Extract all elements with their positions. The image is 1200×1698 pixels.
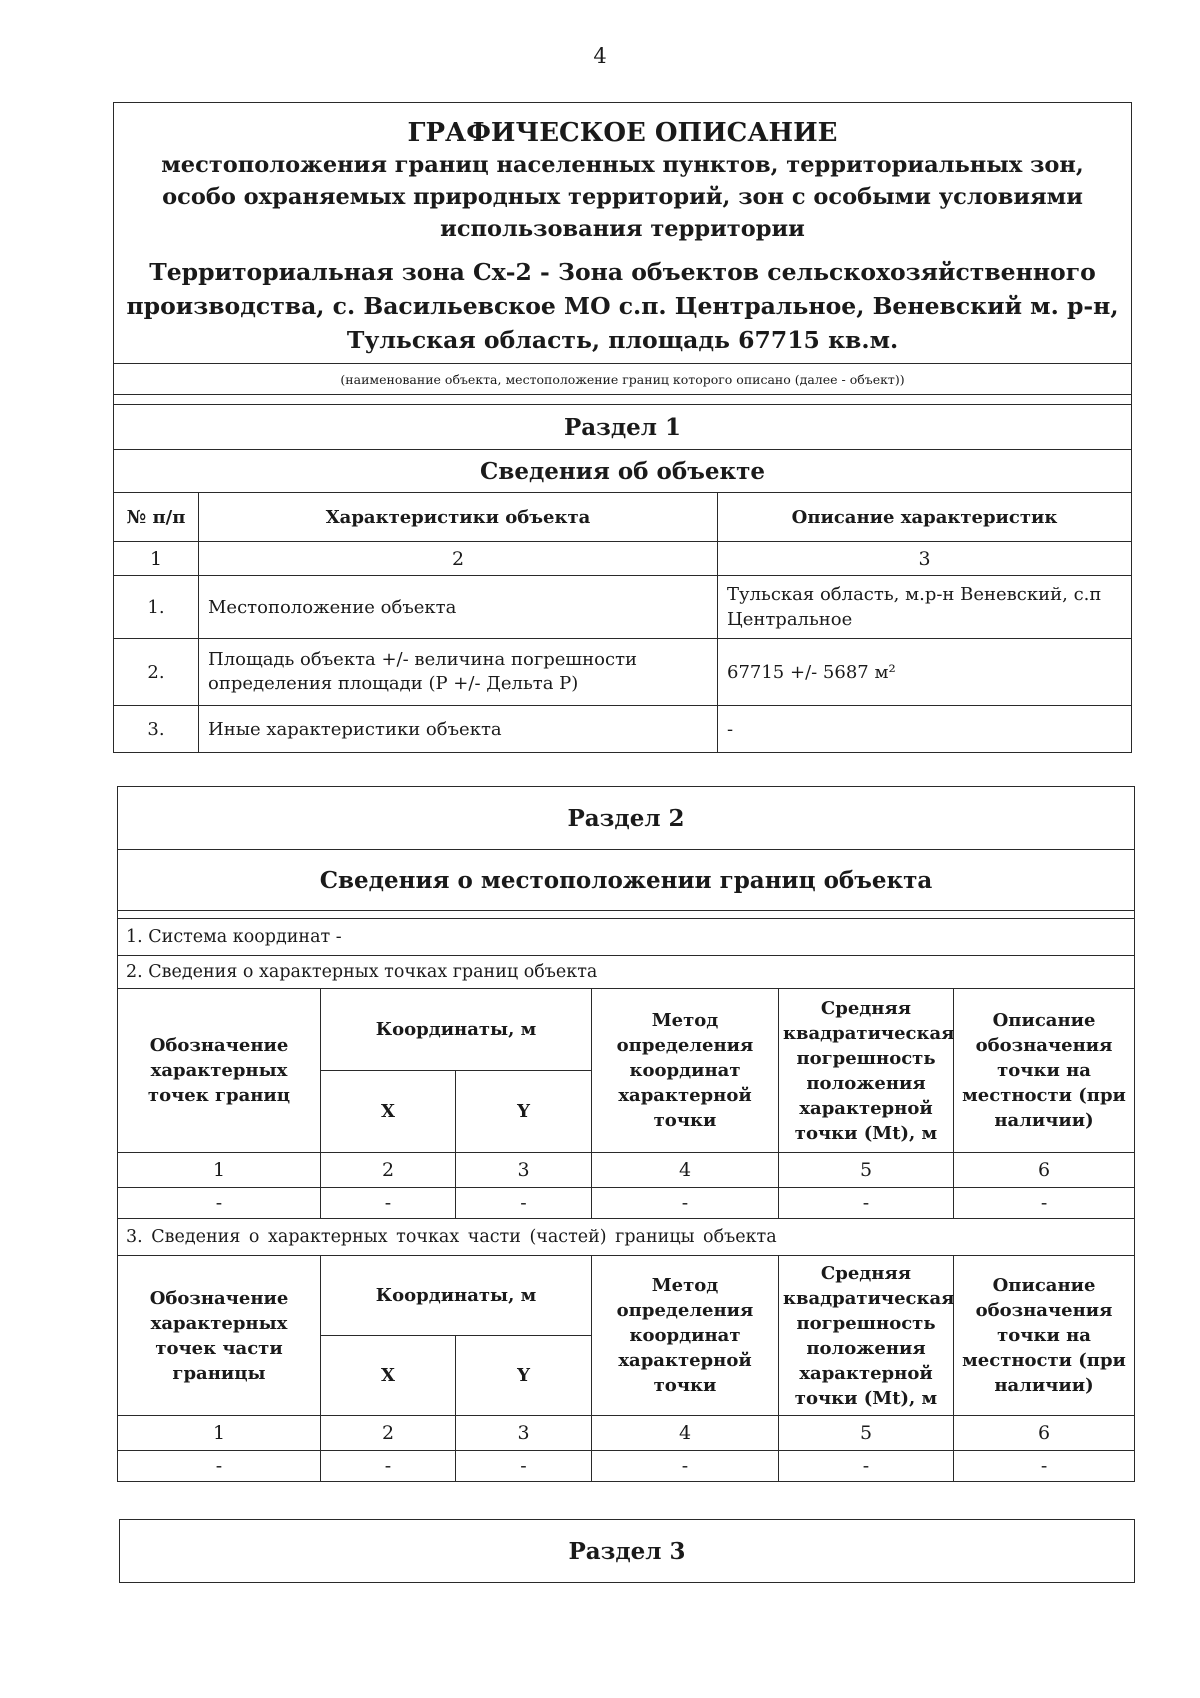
column-header-x: X <box>321 1336 456 1416</box>
row-description: - <box>718 706 1132 753</box>
table-row <box>114 639 1132 706</box>
column-number: 4 <box>592 1153 779 1188</box>
section-2-table <box>117 786 1135 1482</box>
section-1-title: Раздел 1 <box>114 405 1132 450</box>
section-3-table <box>119 1519 1135 1583</box>
section-2-subtitle: Сведения о местоположении границ объекта <box>118 850 1135 911</box>
document-subtitle: местоположения границ населенных пунктов, территориальных зон, особо охраняемых природных территорий, зон с особыми условиями использования территории <box>161 152 1084 242</box>
row-number: 2. <box>114 639 199 706</box>
cell-empty: - <box>321 1451 456 1482</box>
section-3-title: Раздел 3 <box>120 1520 1135 1583</box>
column-number: 3 <box>456 1153 592 1188</box>
cell-empty: - <box>779 1451 954 1482</box>
document-header <box>114 103 1132 364</box>
column-number: 1 <box>118 1153 321 1188</box>
section-1-subtitle: Сведения об объекте <box>114 450 1132 493</box>
cell-empty: - <box>456 1188 592 1219</box>
column-header-designation: Обозначение характерных точек части границы <box>118 1256 321 1416</box>
section-2-title: Раздел 2 <box>118 787 1135 850</box>
object-caption: (наименование объекта, местоположение границ которого описано (далее - объект)) <box>114 364 1132 395</box>
points-heading: 2. Сведения о характерных точках границ объекта <box>118 956 1135 989</box>
document-title: ГРАФИЧЕСКОЕ ОПИСАНИЕ <box>407 118 838 148</box>
row-characteristic: Местоположение объекта <box>199 576 718 639</box>
cell-empty: - <box>456 1451 592 1482</box>
column-header-coordinates: Координаты, м <box>321 989 592 1071</box>
table-row <box>114 706 1132 753</box>
parts-heading: 3. Сведения о характерных точках части (частей) границы объекта <box>118 1219 1135 1256</box>
table-row <box>118 1451 1135 1482</box>
coordinate-system: 1. Система координат - <box>118 919 1135 956</box>
column-header-description: Описание характеристик <box>718 493 1132 542</box>
column-number: 1 <box>118 1416 321 1451</box>
column-header-x: X <box>321 1071 456 1153</box>
column-header-point-description: Описание обозначения точки на местности (при наличии) <box>954 989 1135 1153</box>
row-description: Тульская область, м.р-н Веневский, с.п Центральное <box>718 576 1132 639</box>
column-number: 6 <box>954 1153 1135 1188</box>
row-characteristic: Площадь объекта +/- величина погрешности определения площади (Р +/- Дельта Р) <box>199 639 718 706</box>
column-number: 6 <box>954 1416 1135 1451</box>
cell-empty: - <box>592 1451 779 1482</box>
column-header-error: Средняя квадратическая погрешность положения характерной точки (Mt), м <box>779 989 954 1153</box>
column-number: 3 <box>456 1416 592 1451</box>
cell-empty: - <box>321 1188 456 1219</box>
page-number: 4 <box>593 44 607 68</box>
cell-empty: - <box>779 1188 954 1219</box>
zone-description: Территориальная зона Сх-2 - Зона объектов сельскохозяйственного производства, с. Васильевское МО с.п. Центральное, Веневский м. р-н, Тульская область, площадь 67715 кв.м. <box>126 258 1119 354</box>
column-header-point-description: Описание обозначения точки на местности (при наличии) <box>954 1256 1135 1416</box>
column-header-y: Y <box>456 1071 592 1153</box>
column-header-characteristic: Характеристики объекта <box>199 493 718 542</box>
row-description: 67715 +/- 5687 м² <box>718 639 1132 706</box>
row-number: 3. <box>114 706 199 753</box>
spacer <box>118 911 1135 919</box>
column-header-method: Метод определения координат характерной точки <box>592 989 779 1153</box>
row-number: 1. <box>114 576 199 639</box>
section-1-table <box>113 102 1132 753</box>
cell-empty: - <box>954 1451 1135 1482</box>
spacer <box>114 395 1132 405</box>
column-number: 4 <box>592 1416 779 1451</box>
cell-empty: - <box>118 1188 321 1219</box>
column-header-error: Средняя квадратическая погрешность положения характерной точки (Mt), м <box>779 1256 954 1416</box>
column-number: 5 <box>779 1153 954 1188</box>
column-header-designation: Обозначение характерных точек границ <box>118 989 321 1153</box>
column-number: 2 <box>321 1153 456 1188</box>
column-number: 2 <box>321 1416 456 1451</box>
column-header-coordinates: Координаты, м <box>321 1256 592 1336</box>
column-header-number: № п/п <box>114 493 199 542</box>
cell-empty: - <box>954 1188 1135 1219</box>
cell-empty: - <box>118 1451 321 1482</box>
column-number: 2 <box>199 542 718 576</box>
cell-empty: - <box>592 1188 779 1219</box>
column-number: 1 <box>114 542 199 576</box>
column-header-y: Y <box>456 1336 592 1416</box>
table-row <box>118 1188 1135 1219</box>
column-header-method: Метод определения координат характерной точки <box>592 1256 779 1416</box>
row-characteristic: Иные характеристики объекта <box>199 706 718 753</box>
table-row <box>114 576 1132 639</box>
column-number: 3 <box>718 542 1132 576</box>
column-number: 5 <box>779 1416 954 1451</box>
